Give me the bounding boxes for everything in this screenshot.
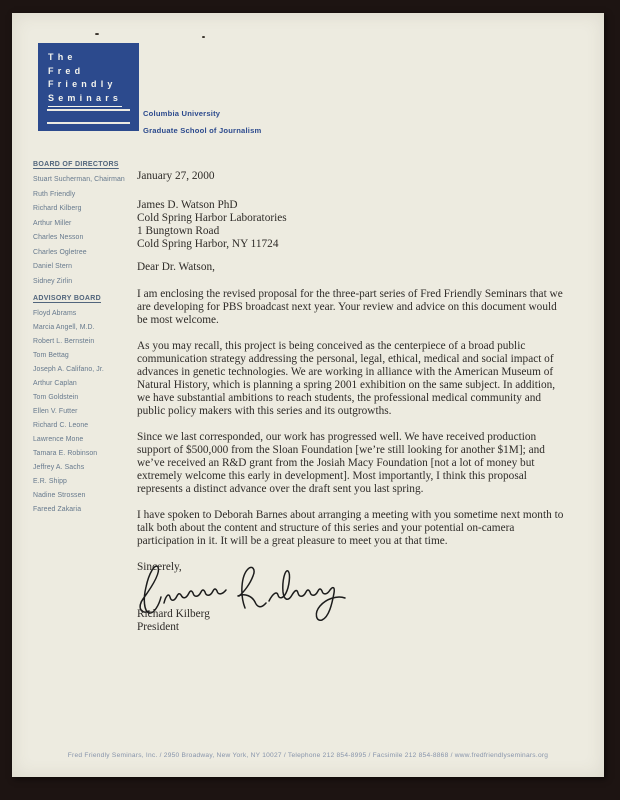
- logo-word: Seminars: [48, 92, 122, 108]
- advisory-member-name: Floyd Abrams: [33, 310, 77, 317]
- board-member-name: Charles Nesson: [33, 234, 84, 241]
- logo-word: Fred: [48, 65, 85, 76]
- institution-line: Graduate School of Journalism: [143, 126, 262, 135]
- logo-rule: [47, 109, 130, 111]
- advisory-member-name: Tom Goldstein: [33, 394, 79, 401]
- advisory-board-section: [33, 295, 137, 520]
- advisory-member-name: E.R. Shipp: [33, 478, 67, 485]
- board-member-name: Charles Ogletree: [33, 248, 87, 256]
- board-member-name: Arthur Miller: [33, 219, 72, 227]
- logo-word: The: [48, 52, 77, 62]
- letter-date: January 27, 2000: [137, 170, 215, 182]
- advisory-member-name: Marcia Angell, M.D.: [33, 324, 95, 331]
- logo-word: Friendly: [48, 79, 117, 89]
- advisory-member-name: Ellen V. Futter: [33, 408, 78, 415]
- board-member-name: Ruth Friendly: [33, 190, 76, 198]
- board-of-directors-section: [33, 161, 137, 292]
- closing: Sincerely,: [137, 561, 182, 573]
- advisory-member-name: Fareed Zakaria: [33, 506, 82, 513]
- board-member-name: Richard Kilberg: [33, 205, 82, 212]
- letter-paragraph: I am enclosing the revised proposal for the three-part series of Fred Friendly Seminars that we are developing for PBS broadcast next year. Your review and advice on this document would be most welcome.: [137, 288, 563, 326]
- fred-friendly-seminars-logo: [38, 43, 139, 131]
- advisory-member-name: Nadine Strossen: [33, 492, 86, 499]
- recipient-address-block: [137, 199, 569, 251]
- advisory-member-name: Joseph A. Califano, Jr.: [33, 366, 104, 373]
- scan-speck: [202, 36, 205, 38]
- signer-title: President: [137, 621, 180, 633]
- letter-paragraph: As you may recall, this project is being conceived as the centerpiece of a broad public communication strategy addressing the personal, legal, ethical, medical and social impact of advances in genetic technologies. We are working in alliance with the American Museum of Natural History, which is planning a spring 2001 exhibition on the same subject. In addition, we have substantial ambitions to reach students, the professional medical community and public policy makers with this series and its outgrowths.: [137, 340, 556, 417]
- scan-speck: [95, 33, 99, 35]
- advisory-member-name: Richard C. Leone: [33, 422, 89, 429]
- board-member-name: Daniel Stern: [33, 263, 73, 270]
- recipient-address-line: 1 Bungtown Road: [137, 225, 220, 237]
- footer-contact-line: Fred Friendly Seminars, Inc. / 2950 Broadway, New York, NY 10027 / Telephone 212 854-8995 / Facsimile 212 854-8868 / www.fredfriendlyseminars.org: [67, 752, 549, 759]
- advisory-member-name: Tamara E. Robinson: [33, 450, 98, 457]
- board-member-name: Stuart Sucherman, Chairman: [33, 176, 125, 183]
- recipient-address-line: Cold Spring Harbor, NY 11724: [137, 238, 279, 250]
- logo-wordmark: [48, 51, 129, 107]
- board-of-directors-list: [33, 176, 137, 292]
- advisory-member-name: Jeffrey A. Sachs: [33, 464, 85, 471]
- letter-paragraph: Since we last corresponded, our work has progressed well. We have received production support of $500,000 from the Sloan Foundation [we’re still looking for another $1M]; and we’ve received an R&D grant from the Josiah Macy Foundation [not a lot of money but extremely welcome this early in development]. Most importantly, I think this proposal represents a distinct advance over the draft sent you last spring.: [137, 431, 545, 495]
- letter-body: [137, 170, 569, 634]
- signer-name: Richard Kilberg: [137, 608, 210, 620]
- logo-rule: [47, 122, 130, 124]
- advisory-member-name: Robert L. Bernstein: [33, 338, 95, 345]
- advisory-member-name: Arthur Caplan: [33, 380, 77, 387]
- salutation: Dear Dr. Watson,: [137, 261, 215, 273]
- institution-block: [143, 105, 261, 139]
- recipient-address-line: James D. Watson PhD: [137, 199, 238, 211]
- advisory-board-list: [33, 310, 137, 520]
- advisory-board-heading: ADVISORY BOARD: [33, 295, 101, 302]
- board-of-directors-heading: BOARD OF DIRECTORS: [33, 161, 119, 168]
- letter-paragraphs: [137, 288, 569, 548]
- recipient-address-line: Cold Spring Harbor Laboratories: [137, 212, 287, 224]
- institution-line: Columbia University: [143, 109, 221, 118]
- board-member-name: Sidney Zirlin: [33, 277, 73, 285]
- letterhead-sidebar: [33, 161, 137, 520]
- advisory-member-name: Lawrence Mone: [33, 436, 84, 443]
- letter-page: [12, 13, 604, 777]
- advisory-member-name: Tom Bettag: [33, 352, 69, 359]
- letter-paragraph: I have spoken to Deborah Barnes about arranging a meeting with you sometime next month to talk both about the content and structure of this series and your potential on-camera participation in it. It will be a great pleasure to meet you at that time.: [137, 509, 564, 547]
